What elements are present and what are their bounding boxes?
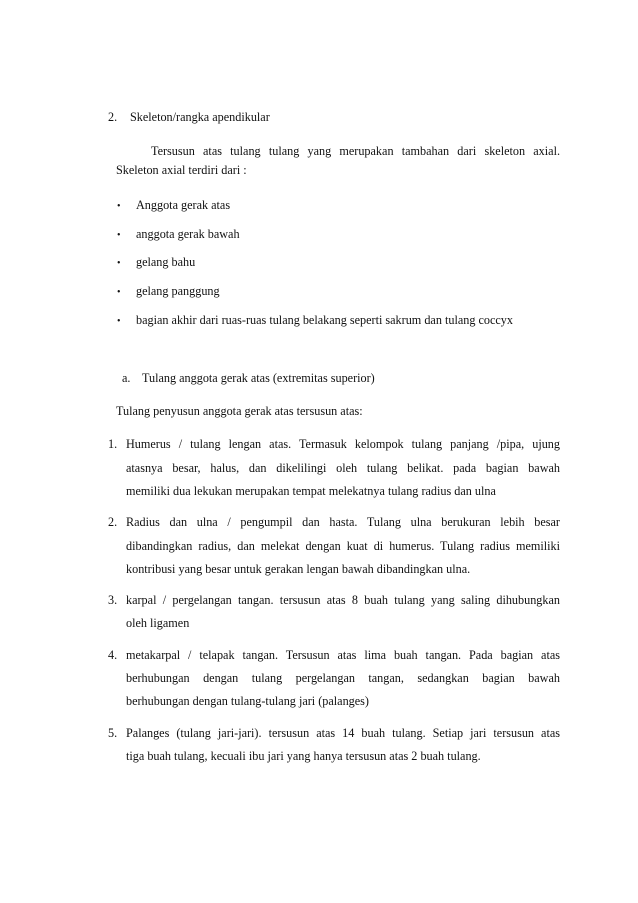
bullet-icon: • <box>117 316 121 327</box>
section-number: 2. <box>108 110 118 124</box>
section-title: Skeleton/rangka apendikular <box>130 110 270 124</box>
item-line: Radius dan ulna / pengumpil dan hasta. Tulang ulna berukuran lebih besar <box>126 515 560 529</box>
item-number: 1. <box>108 437 118 451</box>
bullet-icon: • <box>117 287 121 298</box>
item-number: 3. <box>108 593 118 607</box>
subsection-marker: a. <box>122 371 131 385</box>
bullet-icon: • <box>117 258 121 269</box>
item-line: Humerus / tulang lengan atas. Termasuk kelompok tulang panjang /pipa, ujung <box>126 437 560 451</box>
item-line: metakarpal / telapak tangan. Tersusun atas lima buah tangan. Pada bagian atas <box>126 648 560 662</box>
item-line: berhubungan dengan tulang-tulang jari (palanges) <box>126 694 369 708</box>
item-line: kontribusi yang besar untuk gerakan lengan bawah dibandingkan ulna. <box>126 562 471 576</box>
intro-line: Tersusun atas tulang tulang yang merupakan tambahan dari skeleton axial. <box>151 144 560 158</box>
list-item: bagian akhir dari ruas-ruas tulang belakang seperti sakrum dan tulang coccyx <box>136 313 513 327</box>
list-item: Anggota gerak atas <box>136 198 231 212</box>
intro-line: Skeleton axial terdiri dari : <box>116 163 247 177</box>
item-line: berhubungan dengan tulang pergelangan tangan, sedangkan bagian bawah <box>126 671 560 685</box>
item-number: 5. <box>108 726 118 740</box>
item-line: oleh ligamen <box>126 616 190 630</box>
item-line: memiliki dua lekukan merupakan tempat melekatnya tulang radius dan ulna <box>126 484 496 498</box>
list-item: gelang panggung <box>136 284 220 298</box>
item-line: tiga buah tulang, kecuali ibu jari yang hanya tersusun atas 2 buah tulang. <box>126 749 481 763</box>
bullet-icon: • <box>117 230 121 241</box>
item-line: Palanges (tulang jari-jari). tersusun atas 14 buah tulang. Setiap jari tersusun atas <box>126 726 560 740</box>
list-item: gelang bahu <box>136 255 196 269</box>
subsection-title: Tulang anggota gerak atas (extremitas superior) <box>142 371 375 385</box>
item-line: atasnya besar, halus, dan dikelilingi oleh tulang belikat. pada bagian bawah <box>126 461 560 475</box>
list-item: anggota gerak bawah <box>136 227 240 241</box>
item-line: karpal / pergelangan tangan. tersusun atas 8 buah tulang yang saling dihubungkan <box>126 593 560 607</box>
lead-text: Tulang penyusun anggota gerak atas tersusun atas: <box>116 404 363 418</box>
bullet-icon: • <box>117 201 121 212</box>
item-line: dibandingkan radius, dan melekat dengan kuat di humerus. Tulang radius memiliki <box>126 539 560 553</box>
item-number: 4. <box>108 648 118 662</box>
item-number: 2. <box>108 515 118 529</box>
